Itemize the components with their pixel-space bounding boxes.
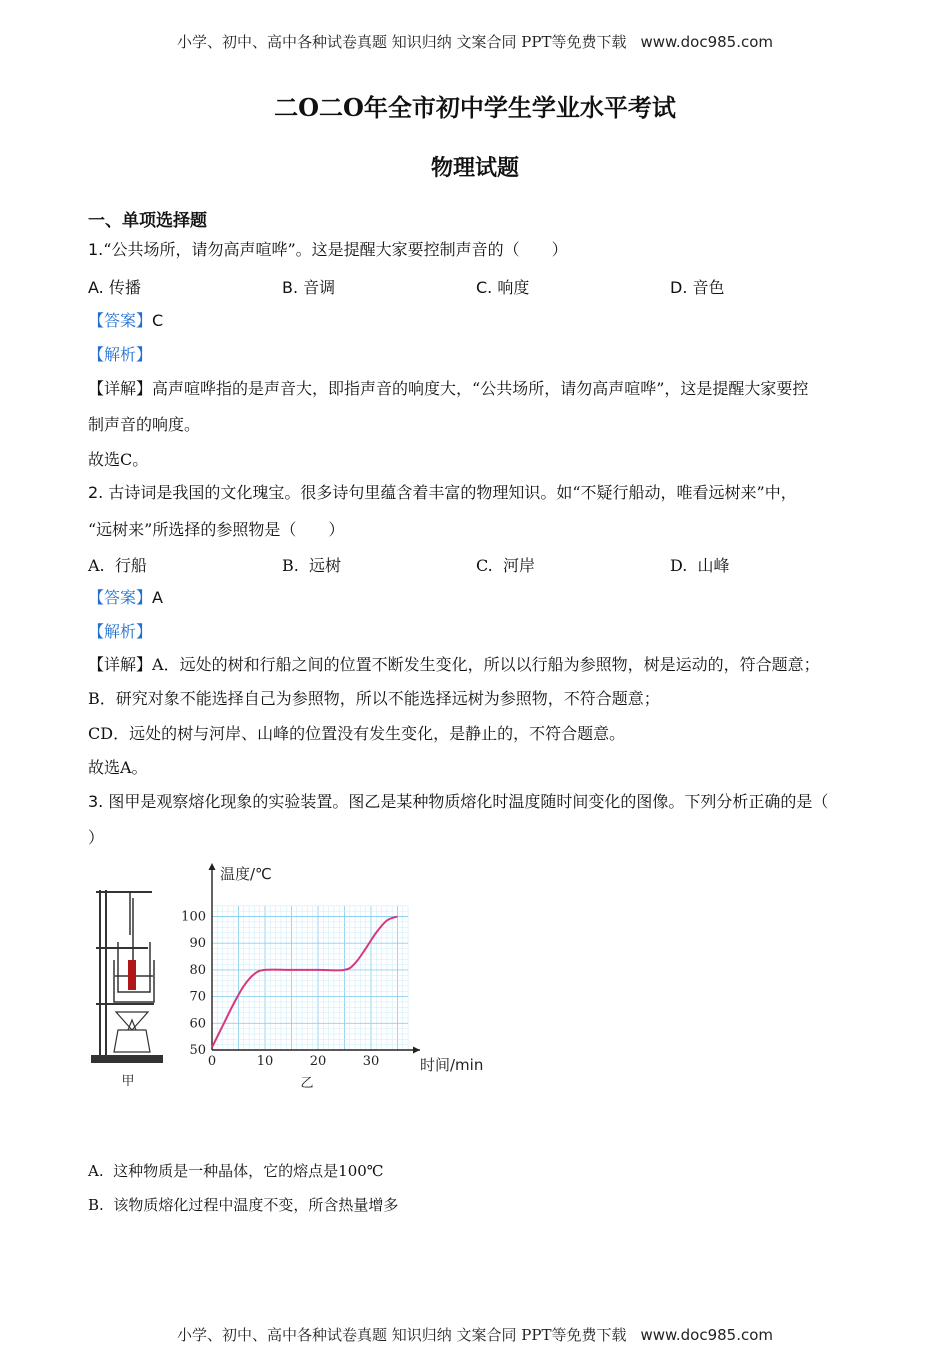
y-tick-label: 80 — [189, 962, 206, 978]
x-axis-label: 时间/min — [420, 1056, 484, 1074]
q1-number: 1. — [88, 240, 104, 259]
x-tick-label: 20 — [309, 1054, 327, 1069]
q1-answer-tag: 【答案】 — [88, 311, 153, 330]
page-footer — [0, 1324, 950, 1345]
exam-title: 二O二O年全市初中学生学业水平考试 — [274, 93, 676, 122]
y-tick-label: 60 — [189, 1016, 206, 1032]
chart-axes — [209, 863, 421, 1054]
q1-options — [0, 275, 950, 299]
x-axis-arrow — [413, 1047, 420, 1054]
header-site[interactable]: www.doc985.com — [640, 33, 774, 51]
header-text: 小学、初中、高中各种试卷真题 知识归纳 文案合同 PPT等免费下载 — [176, 33, 627, 51]
q3-stem-2: ） — [88, 828, 105, 847]
q3-number: 3. — [88, 792, 104, 811]
q1-detail-1: 【详解】高声喧哗指的是声音大，即指声音的响度大，“公共场所，请勿高声喧哗”，这是提醒大家要控 — [88, 379, 809, 398]
q1-analysis-tag: 【解析】 — [88, 345, 153, 364]
x-tick-label: 0 — [207, 1054, 217, 1069]
q2-option-d[interactable]: D. 山峰 — [670, 556, 730, 575]
q2-option-a[interactable]: A. 行船 — [88, 556, 147, 575]
q2-option-b[interactable]: B. 远树 — [282, 556, 342, 575]
q2-conclusion: 故选A。 — [88, 758, 148, 777]
q1-stem — [88, 239, 568, 261]
q2-number: 2. — [88, 483, 104, 502]
section-heading: 一、单项选择题 — [88, 211, 207, 231]
figure-label-jia: 甲 — [121, 1074, 135, 1089]
flame — [128, 1020, 136, 1030]
q1-detail-2: 制声音的响度。 — [88, 415, 201, 434]
q1-option-d[interactable]: D. 音色 — [670, 278, 725, 297]
y-tick-label: 50 — [189, 1043, 206, 1058]
y-tick-label: 100 — [181, 909, 206, 925]
q2-answer-value: A — [152, 588, 163, 607]
q2-answer — [88, 587, 163, 609]
q2-analysis-tag: 【解析】 — [88, 622, 153, 641]
y-tick-label: 70 — [189, 989, 206, 1005]
y-axis-arrow — [209, 863, 216, 870]
sample-substance — [128, 960, 136, 990]
page-header — [0, 31, 950, 52]
q3-option-a[interactable]: A. 这种物质是一种晶体，它的熔点是100℃ — [88, 1162, 384, 1180]
x-tick-label: 10 — [256, 1054, 274, 1069]
q1-conclusion: 故选C。 — [88, 450, 149, 469]
chart-grid — [212, 906, 408, 1050]
q2-stem-2: “远树来”所选择的参照物是（ ） — [88, 520, 345, 539]
stand-base — [92, 1056, 162, 1062]
footer-site[interactable]: www.doc985.com — [640, 1326, 774, 1344]
exam-subtitle: 物理试题 — [430, 155, 519, 181]
q2-option-c[interactable]: C. 河岸 — [476, 556, 535, 575]
q2-detail-2: B．研究对象不能选择自己为参照物，所以不能选择远树为参照物，不符合题意； — [88, 689, 660, 708]
alcohol-lamp — [114, 1030, 150, 1052]
footer-text: 小学、初中、高中各种试卷真题 知识归纳 文案合同 PPT等免费下载 — [176, 1326, 627, 1344]
y-tick-label: 90 — [189, 936, 206, 952]
figure-label-yi: 乙 — [300, 1076, 314, 1091]
q2-detail-3: CD．远处的树与河岸、山峰的位置没有发生变化，是静止的，不符合题意。 — [88, 724, 626, 743]
q3-option-b[interactable]: B. 该物质熔化过程中温度不变，所含热量增多 — [88, 1196, 399, 1214]
temperature-curve — [212, 917, 398, 1048]
q1-stem-text: “公共场所，请勿高声喧哗”。这是提醒大家要控制声音的（ ） — [103, 240, 568, 259]
q2-answer-tag: 【答案】 — [88, 588, 153, 607]
q2-options — [0, 553, 950, 577]
q2-detail-1: 【详解】A．远处的树和行船之间的位置不断发生变化，所以以行船为参照物，树是运动的，符合题意； — [88, 655, 820, 674]
q3-stem-1: 3. 图甲是观察熔化现象的实验装置。图乙是某种物质熔化时温度随时间变化的图像。下列分析正确的是（ — [88, 792, 829, 811]
q2-stem-1: 2. 古诗词是我国的文化瑰宝。很多诗句里蕴含着丰富的物理知识。如“不疑行船动，唯看远树来”中， — [88, 483, 797, 502]
q1-option-c[interactable]: C. 响度 — [476, 278, 530, 297]
x-tick-label: 30 — [362, 1054, 380, 1069]
q1-answer-value: C — [152, 311, 164, 330]
melting-chart — [180, 855, 500, 1095]
q1-answer — [88, 310, 163, 332]
y-axis-label: 温度/℃ — [220, 865, 272, 883]
q1-option-a[interactable]: A. 传播 — [88, 278, 141, 297]
q1-option-b[interactable]: B. 音调 — [282, 278, 336, 297]
apparatus-figure — [88, 880, 178, 1095]
